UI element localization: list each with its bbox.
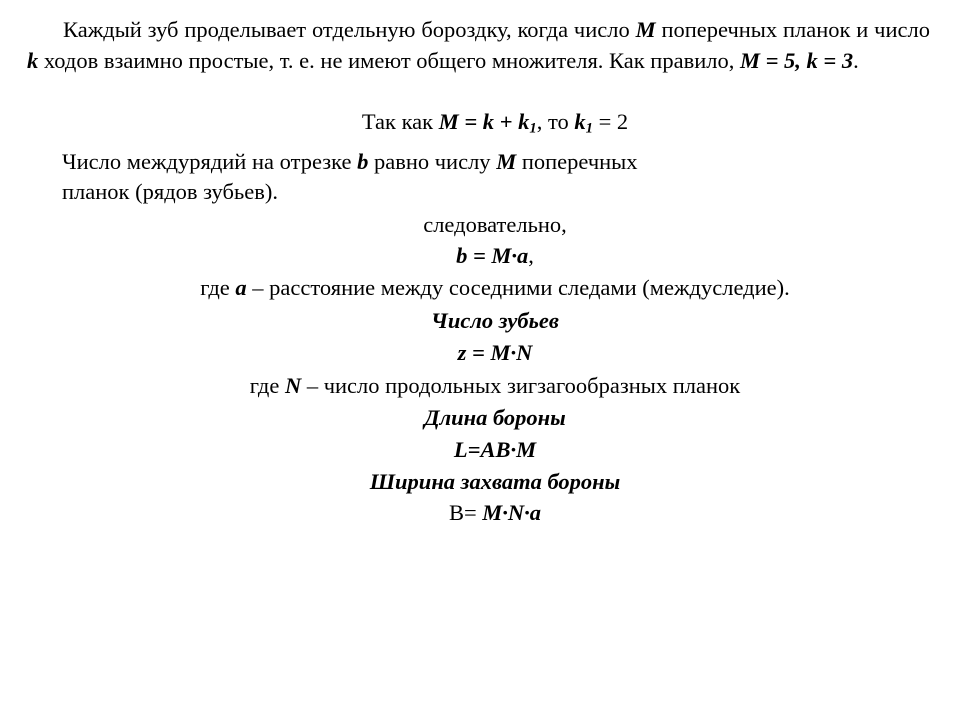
formula-z (0, 338, 960, 368)
var-M: M (635, 17, 656, 42)
formula-k1-rhs: = 2 (592, 109, 629, 134)
formula-k1-sub2: 1 (585, 120, 593, 137)
where-a-prefix: где (200, 275, 236, 300)
teeth-heading-text: Число зубьев (431, 308, 559, 333)
interrow-line-2: планок (рядов зубьев). (62, 179, 278, 204)
var-N: N (284, 373, 302, 398)
formula-B (0, 498, 960, 528)
formula-L-expr: L=AB·M (453, 437, 537, 462)
formula-z-expr: z = M·N (457, 340, 533, 365)
interrow-line-1 (62, 147, 638, 177)
formula-k1-lhs: M = k + k (438, 109, 530, 134)
formula-k1-k: k (574, 109, 586, 134)
length-heading (0, 403, 960, 433)
length-heading-text: Длина бороны (424, 405, 566, 430)
formula-k1-sub1: 1 (529, 120, 537, 137)
formula-b-expr: b = M·a (456, 243, 529, 268)
var-M-2: M (496, 149, 517, 174)
teeth-heading (0, 306, 960, 336)
formula-b-end: , (528, 243, 534, 268)
where-a-line (0, 273, 960, 303)
where-N-text: – число продольных зигзагообразных планок (301, 373, 741, 398)
width-heading (0, 467, 960, 497)
var-k: k (27, 48, 39, 73)
rule-formula: M = 5, k = 3 (739, 48, 854, 73)
formula-L (0, 435, 960, 465)
intro-text-1: Каждый зуб проделывает отдельную бороздку, когда число (63, 17, 636, 42)
formula-B-expr: M·N·a (482, 500, 542, 525)
interrow-text-c: поперечных (516, 149, 638, 174)
where-N-line (0, 371, 960, 401)
var-a: a (235, 275, 247, 300)
formula-k1-mid: , то (536, 109, 575, 134)
var-b: b (357, 149, 369, 174)
formula-k1 (0, 107, 960, 137)
interrow-text-a: Число междурядий на отрезке (62, 149, 358, 174)
intro-paragraph (27, 14, 930, 76)
formula-k1-prefix: Так как (361, 109, 439, 134)
intro-end: . (853, 48, 859, 73)
where-N-prefix: где (249, 373, 285, 398)
where-a-text: – расстояние между соседними следами (междуследие). (246, 275, 790, 300)
formula-B-prefix: B= (448, 500, 483, 525)
intro-text-3: ходов взаимно простые, т. е. не имеют общего множителя. Как правило, (38, 48, 740, 73)
interrow-text-b: равно числу (368, 149, 497, 174)
formula-b (0, 241, 960, 271)
width-heading-text: Ширина захвата бороны (369, 469, 621, 494)
intro-text-2: поперечных планок и число (655, 17, 931, 42)
consequently-text: следовательно, (423, 212, 567, 237)
